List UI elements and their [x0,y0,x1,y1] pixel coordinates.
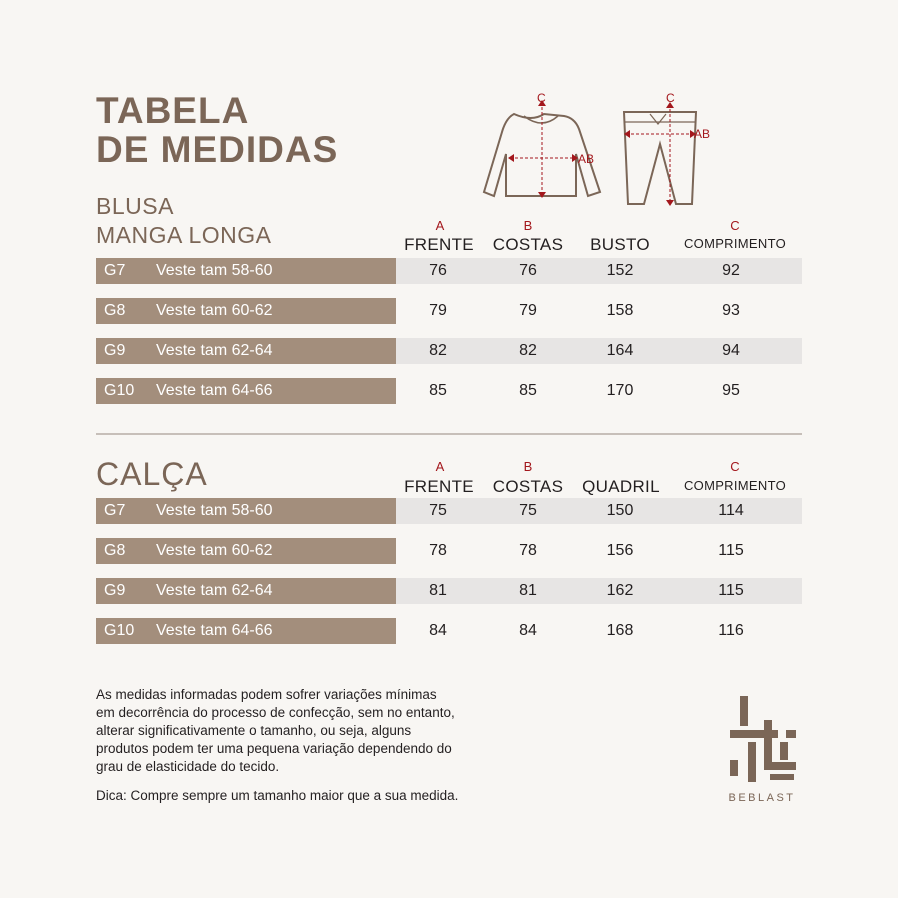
values-cells [396,538,802,564]
note-line: As medidas informadas podem sofrer variações mínimas [96,687,437,702]
blusa-title-line2: MANGA LONGA [96,222,272,248]
value-frente: 79 [429,302,447,319]
size-label [96,378,396,404]
values-cells [396,578,802,604]
note-line: alterar significativamente o tamanho, ou seja, alguns [96,723,412,738]
value-frente: 78 [429,542,447,559]
page-title-line1: TABELA [96,90,250,131]
blusa-header-comprimento: COMPRIMENTO [683,236,786,251]
note-line: grau de elasticidade do tecido. [96,759,280,774]
value-costas: 84 [519,622,537,639]
values-cells [396,298,802,324]
value-frente: 85 [429,382,447,399]
calca-row-g9 [96,578,802,604]
values-cells [396,338,802,364]
size-code: G10 [104,382,135,399]
calca-row-g8 [96,538,802,564]
values-cells [396,618,802,644]
calca-header-letter-a: A [435,459,445,474]
value-comprimento: 95 [722,382,740,399]
size-label [96,338,396,364]
blusa-header-costas: COSTAS [492,235,564,254]
blusa-row-g7 [96,258,802,284]
size-code: G7 [104,502,126,519]
value-comprimento: 116 [718,622,744,639]
size-fit: Veste tam 64-66 [156,622,273,639]
value-comprimento: 93 [722,302,740,319]
page-title-line2: DE MEDIDAS [96,129,339,170]
size-fit: Veste tam 60-62 [156,302,273,319]
value-comprimento: 114 [718,502,744,519]
blusa-header-letter-b: B [523,218,533,233]
blusa-header-letter-a: A [435,218,445,233]
pants-diagram-icon [620,100,700,210]
shirt-diagram-icon [484,92,604,202]
calca-header-letter-c: C [730,459,740,474]
size-label [96,618,396,644]
shirt-ab-label: AB [578,152,595,166]
value-costas: 82 [519,342,537,359]
size-fit: Veste tam 58-60 [156,262,273,279]
value-costas: 75 [519,502,537,519]
size-code: G9 [104,582,126,599]
value-busto: 164 [606,342,634,359]
calca-header-letter-b: B [523,459,533,474]
calca-title: CALÇA [96,456,208,492]
size-code: G10 [104,622,135,639]
blusa-header-frente: FRENTE [404,235,474,254]
blusa-row-g9 [96,338,802,364]
blusa-row-g8 [96,298,802,324]
value-costas: 76 [519,262,537,279]
size-label [96,258,396,284]
value-comprimento: 115 [718,582,744,599]
shirt-c-label: C [537,91,546,105]
size-label [96,298,396,324]
size-code: G8 [104,302,126,319]
value-frente: 82 [429,342,447,359]
note-line: em decorrência do processo de confecção, sem no entanto, [96,705,455,720]
pants-c-label: C [666,91,675,105]
calca-header-costas: COSTAS [492,477,564,496]
brand-name: BEBLAST [728,792,796,804]
size-fit: Veste tam 64-66 [156,382,273,399]
value-frente: 76 [429,262,447,279]
blusa-header-letter-c: C [730,218,740,233]
pants-ab-label: AB [694,127,711,141]
value-comprimento: 94 [722,342,740,359]
calca-header-frente: FRENTE [404,477,474,496]
value-frente: 81 [429,582,447,599]
size-fit: Veste tam 62-64 [156,582,273,599]
value-costas: 78 [519,542,537,559]
value-quadril: 162 [606,582,634,599]
value-busto: 170 [606,382,634,399]
value-costas: 79 [519,302,537,319]
size-code: G9 [104,342,126,359]
blusa-row-g10 [96,378,802,404]
value-quadril: 156 [606,542,634,559]
disclaimer-note [96,686,566,776]
size-label [96,498,396,524]
value-frente: 84 [429,622,447,639]
value-quadril: 150 [606,502,634,519]
value-quadril: 168 [606,622,634,639]
size-fit: Veste tam 58-60 [156,502,273,519]
size-tip: Dica: Compre sempre um tamanho maior que a sua medida. [96,788,459,803]
calca-header-comprimento: COMPRIMENTO [683,478,786,493]
value-busto: 152 [606,262,634,279]
calca-header-quadril: QUADRIL [582,477,660,496]
blusa-title-line1: BLUSA [96,193,174,219]
values-cells [396,498,802,524]
size-code: G8 [104,542,126,559]
size-fit: Veste tam 60-62 [156,542,273,559]
beblast-logo-icon [730,696,796,782]
value-frente: 75 [429,502,447,519]
calca-row-g10 [96,618,802,644]
value-busto: 158 [606,302,634,319]
size-fit: Veste tam 62-64 [156,342,273,359]
value-comprimento: 92 [722,262,740,279]
blusa-header-busto: BUSTO [590,235,650,254]
values-cells [396,258,802,284]
note-line: produtos podem ter uma pequena variação dependendo do [96,741,452,756]
section-divider [96,433,802,435]
calca-row-g7 [96,498,802,524]
size-code: G7 [104,262,126,279]
value-costas: 85 [519,382,537,399]
size-label [96,538,396,564]
value-costas: 81 [519,582,537,599]
size-label [96,578,396,604]
value-comprimento: 115 [718,542,744,559]
values-cells [396,378,802,404]
